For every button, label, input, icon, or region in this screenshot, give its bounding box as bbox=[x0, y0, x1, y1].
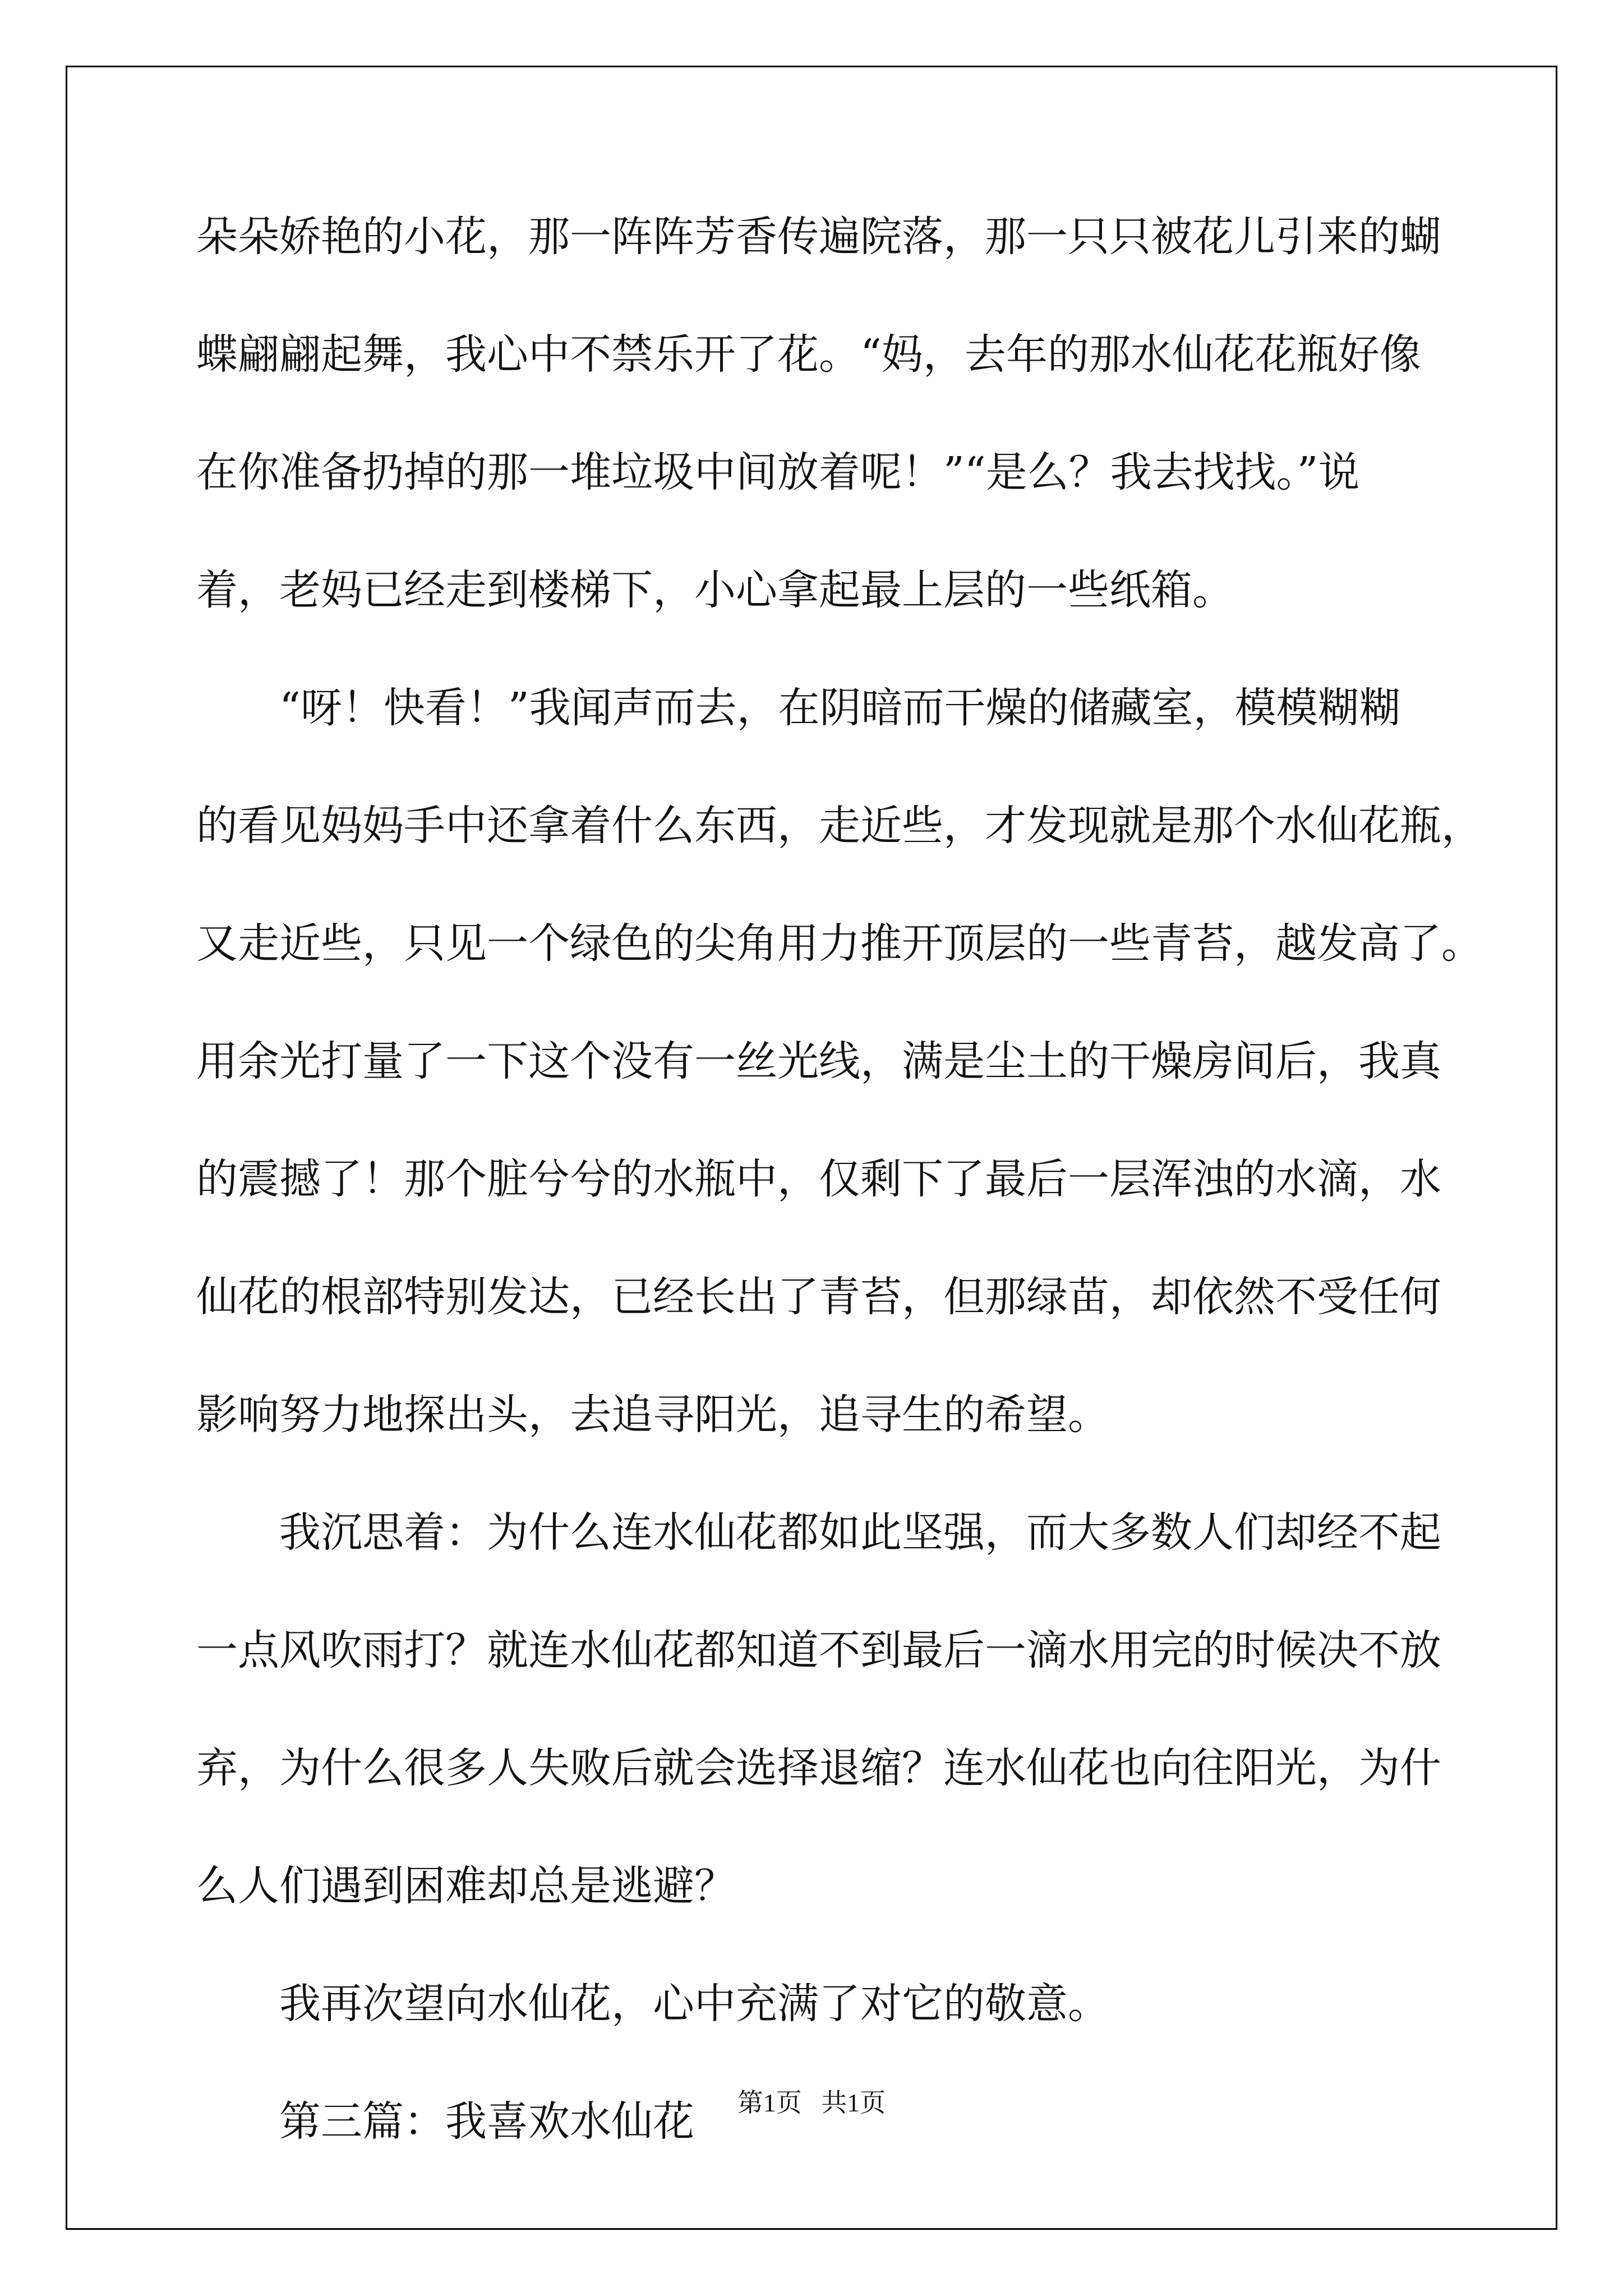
text-line: 又走近些，只见一个绿色的尖角用力推开顶层的一些青苔，越发高了。 bbox=[196, 919, 1483, 968]
text-line: 蝶翩翩起舞，我心中不禁乐开了花。“妈，去年的那水仙花花瓶好像 bbox=[196, 330, 1421, 379]
text-line: 影响努力地探出头，去追寻阳光，追寻生的希望。 bbox=[196, 1391, 1109, 1439]
text-line: 一点风吹雨打？就连水仙花都知道不到最后一滴水用完的时候决不放 bbox=[196, 1626, 1441, 1674]
text-line: 么人们遇到困难却总是逃避？ bbox=[196, 1862, 736, 1910]
text-line: 用余光打量了一下这个没有一丝光线，满是尘土的干燥房间后，我真 bbox=[196, 1037, 1441, 1085]
text-line: 在你准备扔掉的那一堆垃圾中间放着呢！”“是么？我去找找。”说 bbox=[196, 448, 1360, 496]
text-line: 朵朵娇艳的小花，那一阵阵芳香传遍院落，那一只只被花儿引来的蝴 bbox=[196, 213, 1441, 261]
text-line: 我沉思着：为什么连水仙花都如此坚强，而大多数人们却经不起 bbox=[279, 1508, 1441, 1557]
text-line: 的看见妈妈手中还拿着什么东西，走近些，才发现就是那个水仙花瓶， bbox=[196, 802, 1483, 850]
text-line: “呀！快看！”我闻声而去，在阴暗而干燥的储藏室，模模糊糊 bbox=[279, 684, 1401, 732]
document-body bbox=[196, 209, 1486, 2211]
page-number-footer: 第1页 共1页 bbox=[737, 2088, 886, 2117]
text-line: 我再次望向水仙花，心中充满了对它的敬意。 bbox=[279, 1980, 1109, 2028]
text-line: 仙花的根部特别发达，已经长出了青苔，但那绿苗，却依然不受任何 bbox=[196, 1273, 1441, 1321]
text-line: 弃，为什么很多人失败后就会选择退缩？连水仙花也向往阳光，为什 bbox=[196, 1744, 1441, 1792]
text-line: 的震撼了！那个脏兮兮的水瓶中，仅剩下了最后一层浑浊的水滴，水 bbox=[196, 1155, 1441, 1203]
section-heading: 第三篇：我喜欢水仙花 bbox=[279, 2097, 694, 2146]
text-line: 着，老妈已经走到楼梯下，小心拿起最上层的一些纸箱。 bbox=[196, 566, 1234, 614]
